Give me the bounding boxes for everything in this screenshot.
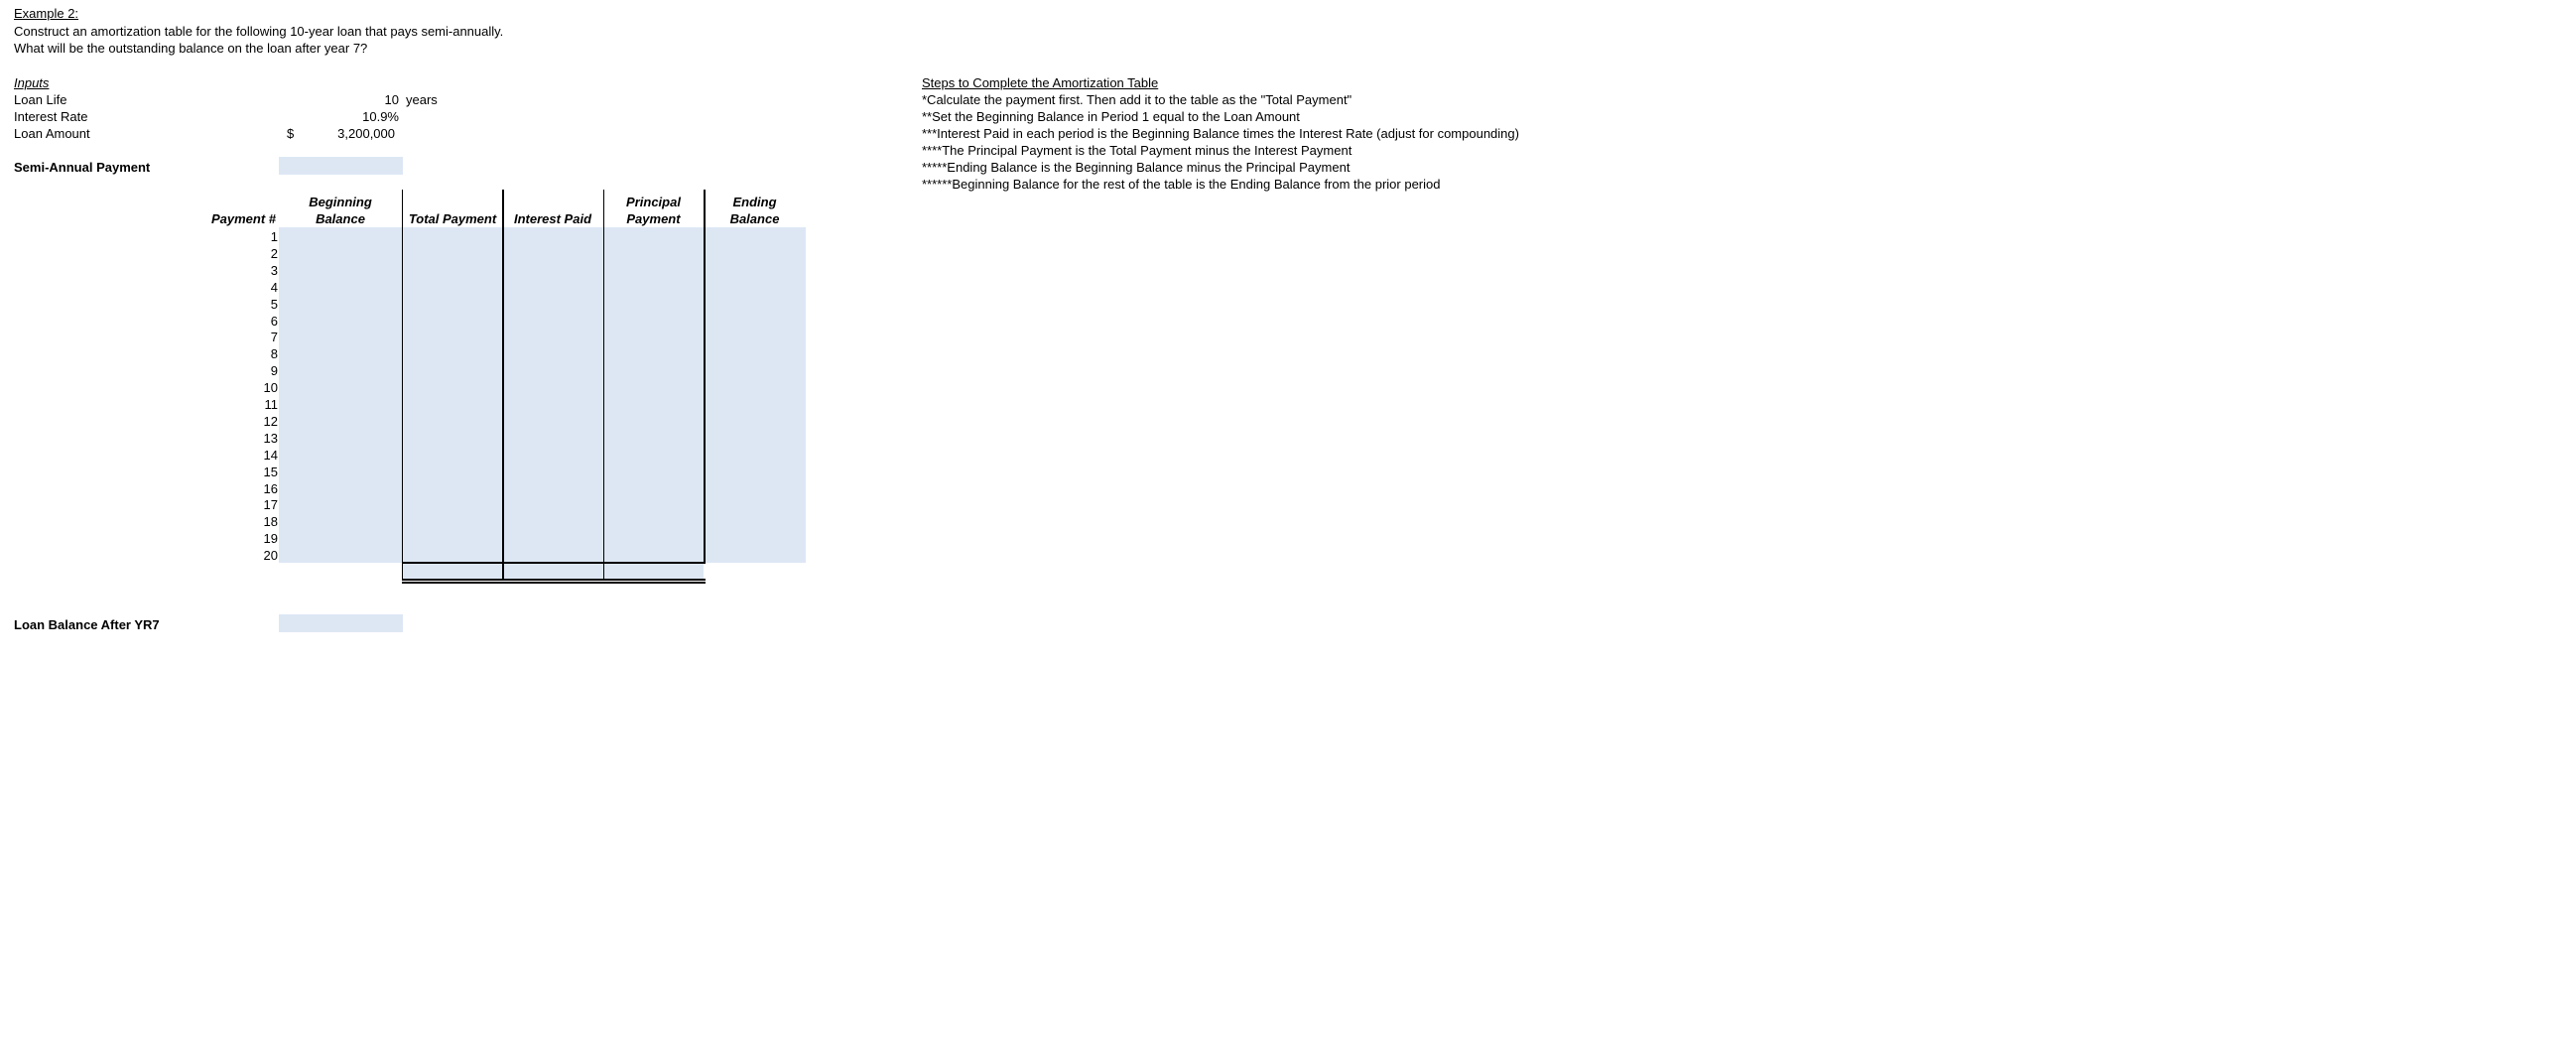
payment-row-number: 13	[263, 430, 278, 446]
step-item: *Calculate the payment first. Then add it to the table as the "Total Payment"	[922, 92, 1352, 107]
payment-row-number: 2	[270, 245, 278, 261]
payment-row-number: 7	[270, 330, 278, 345]
loan-life-unit: years	[406, 92, 438, 107]
grid-line	[402, 582, 706, 584]
header-ending-balance	[705, 194, 805, 227]
loan-amount-value: 3,200,000	[337, 126, 395, 141]
payment-row-number: 10	[263, 380, 278, 396]
payment-row-number: 3	[270, 262, 278, 278]
semi-annual-payment-label: Semi-Annual Payment	[14, 160, 151, 175]
problem-line-2: What will be the outstanding balance on the loan after year 7?	[14, 41, 368, 56]
header-payment-num: Payment #	[210, 211, 276, 226]
payment-row-number: 17	[263, 497, 278, 513]
example-title: Example 2:	[14, 6, 79, 21]
step-item: ******Beginning Balance for the rest of the table is the Ending Balance from the prior period	[922, 177, 1441, 192]
payment-row-number: 9	[270, 363, 278, 379]
payment-row-number: 11	[264, 397, 278, 412]
loan-balance-after-label: Loan Balance After YR7	[14, 617, 160, 632]
header-beginning-balance-line1: Beginning	[309, 195, 372, 209]
header-beginning-balance-line2: Balance	[316, 211, 365, 226]
payment-row-number: 16	[263, 480, 278, 496]
step-item: ***Interest Paid in each period is the Beginning Balance times the Interest Rate (adjust for compounding)	[922, 126, 1519, 141]
table-input-area[interactable]	[279, 227, 806, 563]
header-ending-balance-line1: Ending	[732, 195, 777, 209]
grid-line	[402, 190, 404, 581]
step-item: **Set the Beginning Balance in Period 1 equal to the Loan Amount	[922, 109, 1300, 124]
payment-row-number: 14	[263, 447, 278, 463]
interest-rate-label: Interest Rate	[14, 109, 88, 124]
loan-life-label: Loan Life	[14, 92, 67, 107]
step-item: ****The Principal Payment is the Total Payment minus the Interest Payment	[922, 143, 1352, 158]
grid-line	[402, 579, 706, 581]
loan-amount-currency: $	[287, 126, 295, 141]
inputs-title: Inputs	[14, 75, 50, 90]
interest-rate-value: 10.9%	[362, 109, 399, 124]
payment-row-number: 1	[270, 229, 278, 244]
header-ending-balance-line2: Balance	[729, 211, 780, 226]
payment-row-number: 5	[270, 296, 278, 312]
payment-row-number: 20	[263, 548, 278, 564]
header-principal-payment-line1: Principal	[626, 195, 681, 209]
header-beginning-balance	[279, 194, 402, 227]
problem-line-1: Construct an amortization table for the following 10-year loan that pays semi-annually.	[14, 24, 504, 39]
payment-row-number: 18	[263, 514, 278, 530]
payment-row-number: 19	[263, 531, 278, 547]
step-item: *****Ending Balance is the Beginning Balance minus the Principal Payment	[922, 160, 1351, 175]
grid-line	[704, 190, 706, 563]
semi-annual-payment-input[interactable]	[279, 157, 403, 175]
grid-line	[502, 190, 504, 581]
steps-title: Steps to Complete the Amortization Table	[922, 75, 1159, 90]
payment-row-number: 8	[270, 346, 278, 362]
header-principal-payment	[603, 194, 704, 227]
table-totals-area[interactable]	[403, 563, 704, 580]
header-total-payment: Total Payment	[408, 211, 497, 226]
payment-row-number: 15	[263, 464, 278, 479]
grid-line	[402, 562, 706, 564]
loan-balance-after-input[interactable]	[279, 614, 403, 632]
header-interest-paid: Interest Paid	[513, 211, 592, 226]
grid-line	[603, 190, 605, 581]
header-principal-payment-line2: Payment	[626, 211, 681, 226]
payment-row-number: 6	[270, 313, 278, 329]
payment-row-number: 4	[270, 279, 278, 295]
loan-amount-label: Loan Amount	[14, 126, 90, 141]
loan-life-value: 10	[384, 92, 399, 107]
payment-row-number: 12	[263, 413, 278, 429]
